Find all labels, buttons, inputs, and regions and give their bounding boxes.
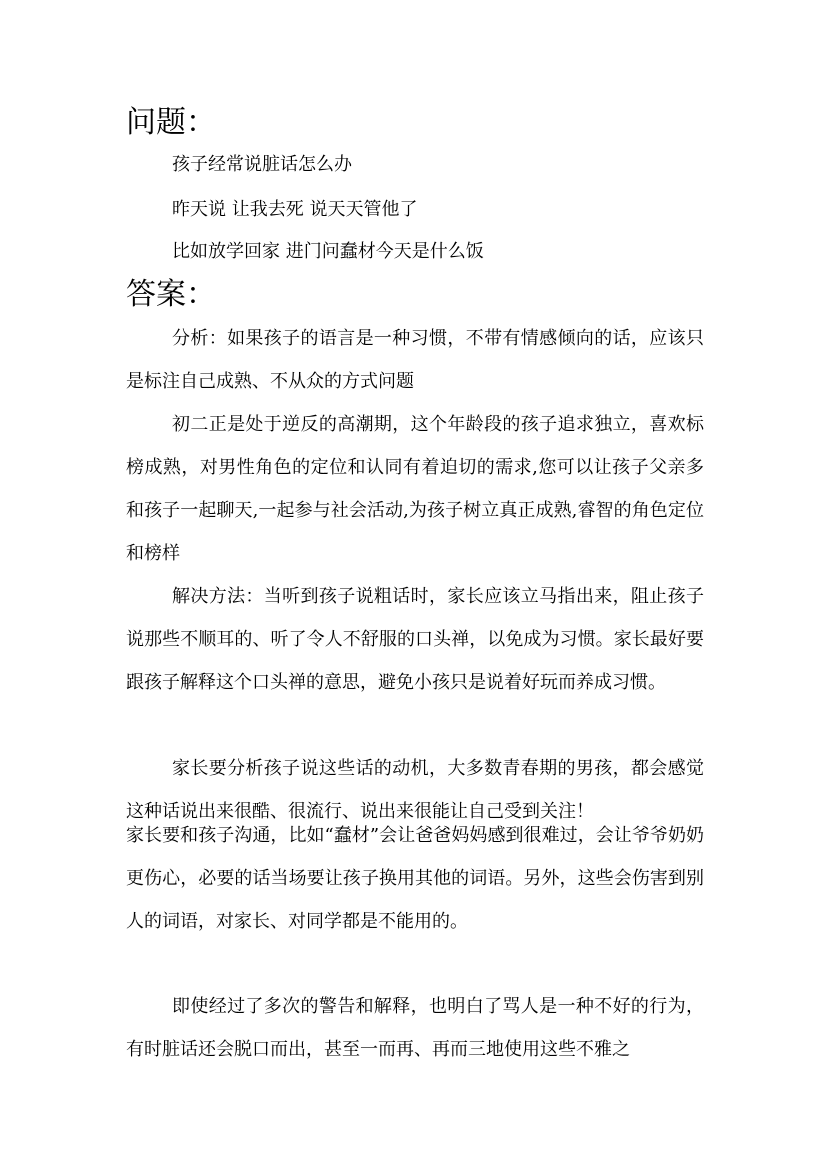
answer-paragraph: 分析：如果孩子的语言是一种习惯，不带有情感倾向的话，应该只是标注自己成熟、不从众的方式问题: [126, 328, 704, 392]
question-line: 比如放学回家 进门问蠢材今天是什么饭: [172, 241, 484, 262]
question-line: 昨天说 让我去死 说天天管他了: [172, 199, 418, 220]
answer-paragraph: 家长要和孩子沟通，比如“蠢材”会让爸爸妈妈感到很难过，会让爷爷奶奶更伤心，必要的话当场要让孩子换用其他的词语。另外，这些会伤害到别人的词语，对家长、对同学都是不能用的。: [126, 825, 704, 932]
answer-paragraph: 家长要分析孩子说这些话的动机，大多数青春期的男孩，都会感觉这种话说出来很酷、很流行、说出来很能让自己受到关注！: [126, 758, 704, 822]
answer-paragraph: 即使经过了多次的警告和解释，也明白了骂人是一种不好的行为，有时脏话还会脱口而出，甚至一而再、再而三地使用这些不雅之: [126, 996, 704, 1060]
answer-paragraph: 初二正是处于逆反的高潮期，这个年龄段的孩子追求独立，喜欢标榜成熟，对男性角色的定位和认同有着迫切的需求,您可以让孩子父亲多和孩子一起聊天,一起参与社会活动,为孩子树立真正成熟,睿智的角色定位和榜样: [126, 414, 704, 564]
answer-heading: 答案：: [126, 277, 216, 312]
question-line: 孩子经常说脏话怎么办: [172, 154, 352, 175]
answer-paragraph: 解决方法：当听到孩子说粗话时，家长应该立马指出来，阻止孩子说那些不顺耳的、听了令人不舒服的口头禅，以免成为习惯。家长最好要跟孩子解释这个口头禅的意思，避免小孩只是说着好玩而养成习惯。: [126, 586, 704, 693]
question-heading: 问题：: [126, 105, 216, 140]
